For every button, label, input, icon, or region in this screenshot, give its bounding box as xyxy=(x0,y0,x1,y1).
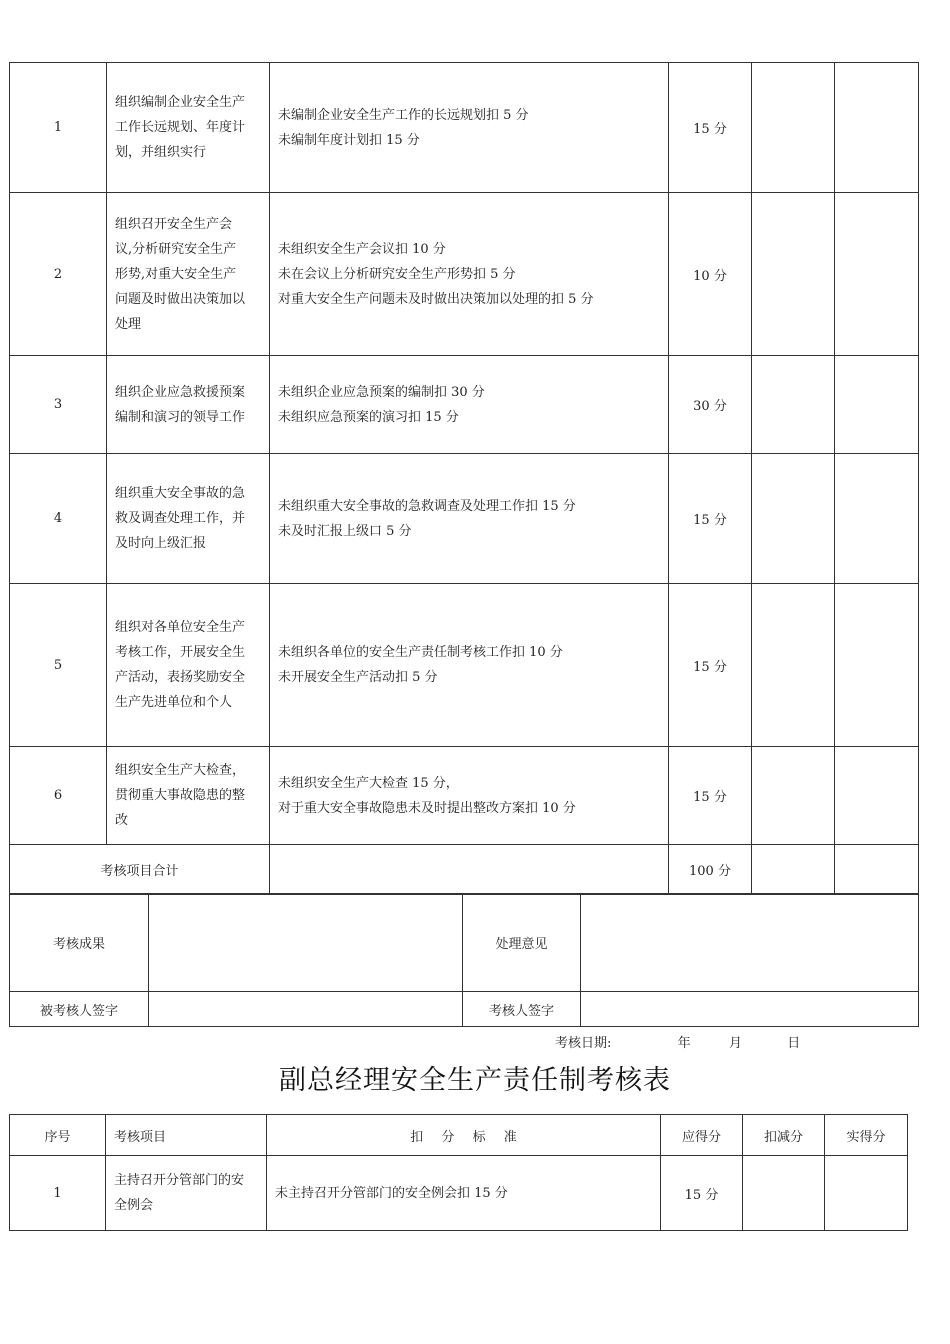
header-item: 考核项目 xyxy=(106,1115,267,1156)
table-row xyxy=(10,356,919,454)
total-criteria-cell xyxy=(270,845,669,895)
deduct-cell xyxy=(743,1156,825,1231)
criteria-line: 未主持召开分管部门的安全例会扣 15 分 xyxy=(275,1185,508,1201)
total-score: 100 分 xyxy=(669,845,752,895)
header-criteria-char: 标 xyxy=(472,1129,486,1145)
date-year: 年 xyxy=(677,1036,691,1051)
deduction-criteria xyxy=(270,63,669,193)
header-row xyxy=(10,1115,908,1156)
actual-cell xyxy=(835,356,919,454)
total-actual-cell xyxy=(835,845,919,895)
actual-cell xyxy=(835,63,919,193)
opinion-label: 处理意见 xyxy=(463,894,581,992)
actual-cell xyxy=(835,454,919,584)
total-label: 考核项目合计 xyxy=(10,845,270,895)
criteria-line: 未组织安全生产会议扣 10 分 xyxy=(278,241,446,257)
opinion-cell xyxy=(581,894,919,992)
header-criteria-char: 扣 xyxy=(410,1129,424,1145)
item-line: 救及调查处理工作，并 xyxy=(115,511,246,526)
deduction-criteria xyxy=(270,193,669,356)
result-label: 考核成果 xyxy=(10,894,149,992)
examinee-sign-label: 被考核人签字 xyxy=(10,992,149,1027)
header-criteria-char: 准 xyxy=(503,1129,517,1145)
score-cell: 15 分 xyxy=(669,584,752,747)
header-score: 应得分 xyxy=(661,1115,743,1156)
deduction-criteria xyxy=(270,454,669,584)
item-line: 贯彻重大事故隐患的整 xyxy=(115,788,246,803)
item-line: 改 xyxy=(115,813,129,828)
item-line: 议,分析研究安全生产 xyxy=(115,241,237,257)
item-line: 组织编制企业安全生产 xyxy=(115,95,246,110)
assessment-date-line xyxy=(555,1032,800,1051)
deduct-cell xyxy=(752,193,835,356)
item-line: 划，并组织实行 xyxy=(115,145,207,160)
date-label: 考核日期: xyxy=(555,1036,612,1051)
criteria-line: 对重大安全生产问题未及时做出决策加以处理的扣 5 分 xyxy=(278,291,594,307)
item-line: 产活动，表扬奖励安全 xyxy=(115,670,246,685)
criteria-line: 对于重大安全事故隐患未及时提出整改方案扣 10 分 xyxy=(278,800,576,816)
item-line: 全例会 xyxy=(114,1198,154,1213)
criteria-line: 未组织企业应急预案的编制扣 30 分 xyxy=(278,384,485,400)
deduction-criteria xyxy=(270,356,669,454)
result-cell xyxy=(149,894,463,992)
deduct-cell xyxy=(752,584,835,747)
criteria-line: 未开展安全生产活动扣 5 分 xyxy=(278,670,438,685)
header-actual: 实得分 xyxy=(825,1115,908,1156)
assessment-item xyxy=(106,1156,267,1231)
deduction-criteria xyxy=(270,747,669,845)
item-line: 处理 xyxy=(115,316,142,332)
score-cell: 15 分 xyxy=(661,1156,743,1231)
item-line: 问题及时做出决策加以 xyxy=(115,291,246,307)
table-row xyxy=(10,63,919,193)
criteria-line: 未在会议上分析研究安全生产形势扣 5 分 xyxy=(278,266,516,282)
actual-cell xyxy=(835,584,919,747)
date-day: 日 xyxy=(787,1036,801,1051)
row-number: 6 xyxy=(10,747,107,845)
header-criteria xyxy=(267,1115,661,1156)
table-row xyxy=(10,454,919,584)
examiner-sign-label: 考核人签字 xyxy=(463,992,581,1027)
score-cell: 10 分 xyxy=(669,193,752,356)
score-cell: 15 分 xyxy=(669,63,752,193)
row-number: 4 xyxy=(10,454,107,584)
result-signature-table xyxy=(9,893,919,1027)
item-line: 主持召开分管部门的安 xyxy=(114,1173,245,1188)
criteria-line: 未编制年度计划扣 15 分 xyxy=(278,132,420,148)
item-line: 形势,对重大安全生产 xyxy=(115,266,237,282)
item-line: 编制和演习的领导工作 xyxy=(115,409,246,425)
header-criteria-char: 分 xyxy=(441,1129,455,1145)
assessment-item xyxy=(107,584,270,747)
table-row xyxy=(10,584,919,747)
criteria-line: 未组织应急预案的演习扣 15 分 xyxy=(278,409,459,425)
criteria-line: 未编制企业安全生产工作的长远规划扣 5 分 xyxy=(278,107,529,123)
actual-cell xyxy=(835,193,919,356)
row-number: 3 xyxy=(10,356,107,454)
item-line: 工作长远规划、年度计 xyxy=(115,120,246,135)
header-no: 序号 xyxy=(10,1115,106,1156)
deduct-cell xyxy=(752,356,835,454)
item-line: 考核工作，开展安全生 xyxy=(115,645,246,660)
actual-cell xyxy=(825,1156,908,1231)
page-title: 副总经理安全生产责任制考核表 xyxy=(279,1065,671,1096)
table-row xyxy=(10,747,919,845)
examinee-sign-cell xyxy=(149,992,463,1027)
row-number: 1 xyxy=(10,1156,106,1231)
item-line: 组织重大安全事故的急 xyxy=(115,486,246,501)
deduct-cell xyxy=(752,747,835,845)
total-deduct-cell xyxy=(752,845,835,895)
table-row xyxy=(10,1156,908,1231)
row-number: 2 xyxy=(10,193,107,356)
header-deduct: 扣减分 xyxy=(743,1115,825,1156)
criteria-line: 未及时汇报上级口 5 分 xyxy=(278,523,412,539)
score-cell: 30 分 xyxy=(669,356,752,454)
assessment-item xyxy=(107,356,270,454)
score-cell: 15 分 xyxy=(669,747,752,845)
criteria-line: 未组织重大安全事故的急救调查及处理工作扣 15 分 xyxy=(278,498,576,514)
item-line: 组织企业应急救援预案 xyxy=(115,384,246,400)
date-month: 月 xyxy=(728,1036,742,1051)
row-number: 1 xyxy=(10,63,107,193)
actual-cell xyxy=(835,747,919,845)
assessment-table-1 xyxy=(9,62,919,895)
assessment-item xyxy=(107,454,270,584)
criteria-line: 未组织安全生产大检查 15 分， xyxy=(278,775,459,791)
criteria-line: 未组织各单位的安全生产责任制考核工作扣 10 分 xyxy=(278,645,563,660)
table-row xyxy=(10,193,919,356)
score-cell: 15 分 xyxy=(669,454,752,584)
item-line: 组织对各单位安全生产 xyxy=(115,620,246,635)
deduction-criteria xyxy=(270,584,669,747)
row-number: 5 xyxy=(10,584,107,747)
total-row xyxy=(10,845,919,895)
deduct-cell xyxy=(752,454,835,584)
examiner-sign-cell xyxy=(581,992,919,1027)
item-line: 生产先进单位和个人 xyxy=(115,695,233,710)
item-line: 及时向上级汇报 xyxy=(115,536,207,551)
deduct-cell xyxy=(752,63,835,193)
item-line: 组织安全生产大检查， xyxy=(115,763,246,778)
assessment-table-2 xyxy=(9,1114,908,1231)
assessment-item xyxy=(107,63,270,193)
assessment-item xyxy=(107,193,270,356)
item-line: 组织召开安全生产会 xyxy=(115,216,233,232)
assessment-item xyxy=(107,747,270,845)
deduction-criteria xyxy=(267,1156,661,1231)
